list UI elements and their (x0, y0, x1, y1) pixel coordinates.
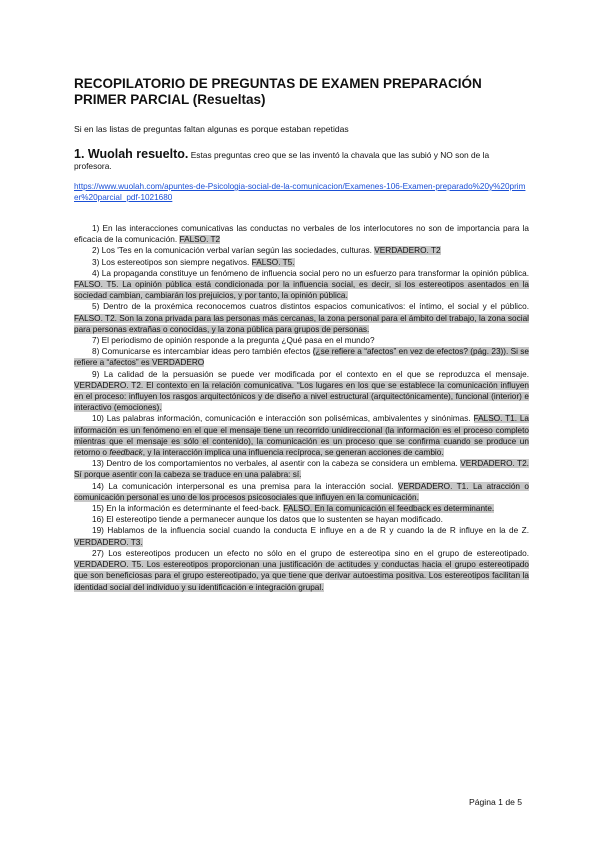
source-link[interactable]: https://www.wuolah.com/apuntes-de-Psicologia-social-de-la-comunicacion/Examenes-106-Examen-preparado%20y%20primer%20parcial_pdf-1021680 (74, 182, 526, 202)
question-text: La propaganda constituye un fenómeno de influencia social pero no un esfuerzo para transformar la opinión pública. (101, 268, 529, 278)
question-item (74, 346, 529, 368)
question-answer: VERDADERO. T2 (374, 246, 441, 256)
document-subtitle: Si en las listas de preguntas faltan algunas es porque estaban repetidas (74, 124, 349, 134)
page-number: Página 1 de 5 (469, 797, 523, 807)
question-answer: VERDADERO. T5. Los estereotipos proporcionan una justificación de actitudes y conductas hacia el grupo estereotipado que son beneficiosas para el grupo estereotipado, ya que tiene que derivar autoestima positiva. Los estereotipos facilitan la identidad social del individuo y su identificación e integración grupal. (74, 560, 529, 592)
question-item (74, 268, 529, 302)
question-text: En las interacciones comunicativas las conductas no verbales de los interlocutores no son de importancia para la eficacia de la comunicación. (74, 224, 530, 245)
question-answer: VERDADERO. T2. Sí porque asentir con la cabeza se traduce en una palabra: sí. (74, 459, 529, 480)
question-answer: (¿se refiere a “afectos” en vez de efectos? (pág. 23)). Si se refiere a “afectos” es VERDADERO (74, 347, 529, 368)
question-text: Hablamos de la influencia social cuando la conducta E influye en a de R y cuando la de R influye en la de Z. (107, 526, 529, 536)
question-text: El estereotipo tiende a permanecer aunque los datos que lo sustenten se hayan modificado. (106, 515, 443, 525)
question-answer: VERDADERO. T1. La atracción o comunicación personal es uno de los procesos psicosociales que influyen en la comunicación. (74, 481, 530, 502)
question-number: 16) (92, 515, 104, 525)
question-number: 3) (92, 257, 100, 267)
question-answer: VERDADERO. T3. (74, 537, 143, 547)
document-title: RECOPILATORIO DE PREGUNTAS DE EXAMEN PREPARACIÓN PRIMER PARCIAL (Resueltas) (74, 76, 482, 107)
question-item (74, 503, 529, 514)
question-answer: FALSO. T2. Son la zona privada para las personas más cercanas, la zona personal para el ámbito del trabajo, la zona social para personas extrañas o conocidas, y la zona pública para grupos de personas. (74, 313, 529, 334)
question-item (74, 413, 529, 458)
question-item (74, 481, 529, 503)
question-answer: , y la interacción implica una influencia recíproca, se generan acciones de cambio. (142, 448, 444, 458)
question-text: Dentro de la proxémica reconocemos cuatros distintos espacios comunicativos: el íntimo, el social y el público. (103, 302, 529, 312)
question-number: 19) (92, 526, 104, 536)
question-item (74, 245, 529, 256)
question-text: Dentro de los comportamientos no verbales, al asentir con la cabeza se considera un emblema. (106, 459, 458, 469)
question-number: 13) (92, 459, 104, 469)
question-answer-italic: feedback (109, 448, 143, 458)
question-answer: FALSO. En la comunicación el feedback es determinante. (283, 504, 495, 514)
question-item (74, 514, 529, 525)
question-text: Las palabras información, comunicación e interacción son polisémicas, ambivalentes y sinónimas. (106, 414, 471, 424)
question-text: Los estereotipos producen un efecto no sólo en el grupo de estereotipa sino en el grupo de estereotipado. (108, 548, 529, 558)
question-answer: FALSO. T1. La información es un fenómeno en el que el mensaje tiene un recorrido unidireccional (la información es el proceso completo mientras que el mensaje es sólo el contenido), la comunicación es un proceso que se confirma cuando se produce un retorno o (74, 414, 529, 458)
question-answer: VERDADERO. T2. El contexto en la relación comunicativa. “Los lugares en los que se establece la comunicación influyen en el proceso: influyen los rasgos arquitectónicos y de diseño a nivel estructural (arquitectónicamente), funcional (interior) e interactivo (emociones). (74, 380, 529, 413)
question-item (74, 257, 529, 268)
question-number: 1) (92, 224, 100, 233)
question-answer: FALSO. T2 (179, 235, 221, 245)
question-number: 8) (92, 347, 100, 357)
question-text: Comunicarse es intercambiar ideas pero también efectos (101, 347, 311, 357)
question-number: 7) (92, 336, 100, 346)
question-item (74, 369, 529, 414)
question-number: 4) (92, 268, 100, 278)
question-item (74, 458, 529, 480)
question-text: La calidad de la persuasión se puede ver modificada por el contexto en el que se reproduzca el mensaje. (103, 369, 529, 379)
section-header (74, 149, 529, 172)
question-number: 9) (92, 369, 100, 379)
question-number: 14) (92, 481, 104, 491)
question-item (74, 525, 529, 547)
question-list (74, 223, 529, 593)
question-answer: FALSO. T5. (251, 257, 295, 267)
question-text: La comunicación interpersonal es una premisa para la interacción social. (108, 481, 394, 491)
question-text: El periodismo de opinión responde a la pregunta ¿Qué pasa en el mundo? (101, 336, 375, 346)
question-number: 15) (92, 504, 104, 514)
question-number: 10) (92, 414, 104, 424)
section-intro: Estas preguntas creo que se las inventó la chavala que las subió y NO son de la profesora. (74, 150, 490, 171)
question-number: 5) (92, 302, 100, 312)
section-heading: 1. Wuolah resuelto. (74, 147, 189, 161)
question-number: 2) (92, 246, 100, 256)
question-text: En la información es determinante el feed-back. (106, 504, 281, 514)
question-text: Los 'Tes en la comunicación verbal varían según las sociedades, culturas. (101, 246, 372, 256)
question-number: 27) (92, 548, 104, 558)
question-item (74, 335, 529, 346)
question-item (74, 301, 529, 335)
question-item (74, 223, 529, 245)
question-answer: FALSO. T5. La opinión pública está condicionada por la influencia social, es decir, si los estereotipos asentados en la sociedad cambian, cambiarán los prejuicios, y por tanto, la opinión pública. (74, 280, 529, 301)
question-item (74, 548, 529, 593)
question-text: Los estereotipos son siempre negativos. (101, 257, 250, 267)
